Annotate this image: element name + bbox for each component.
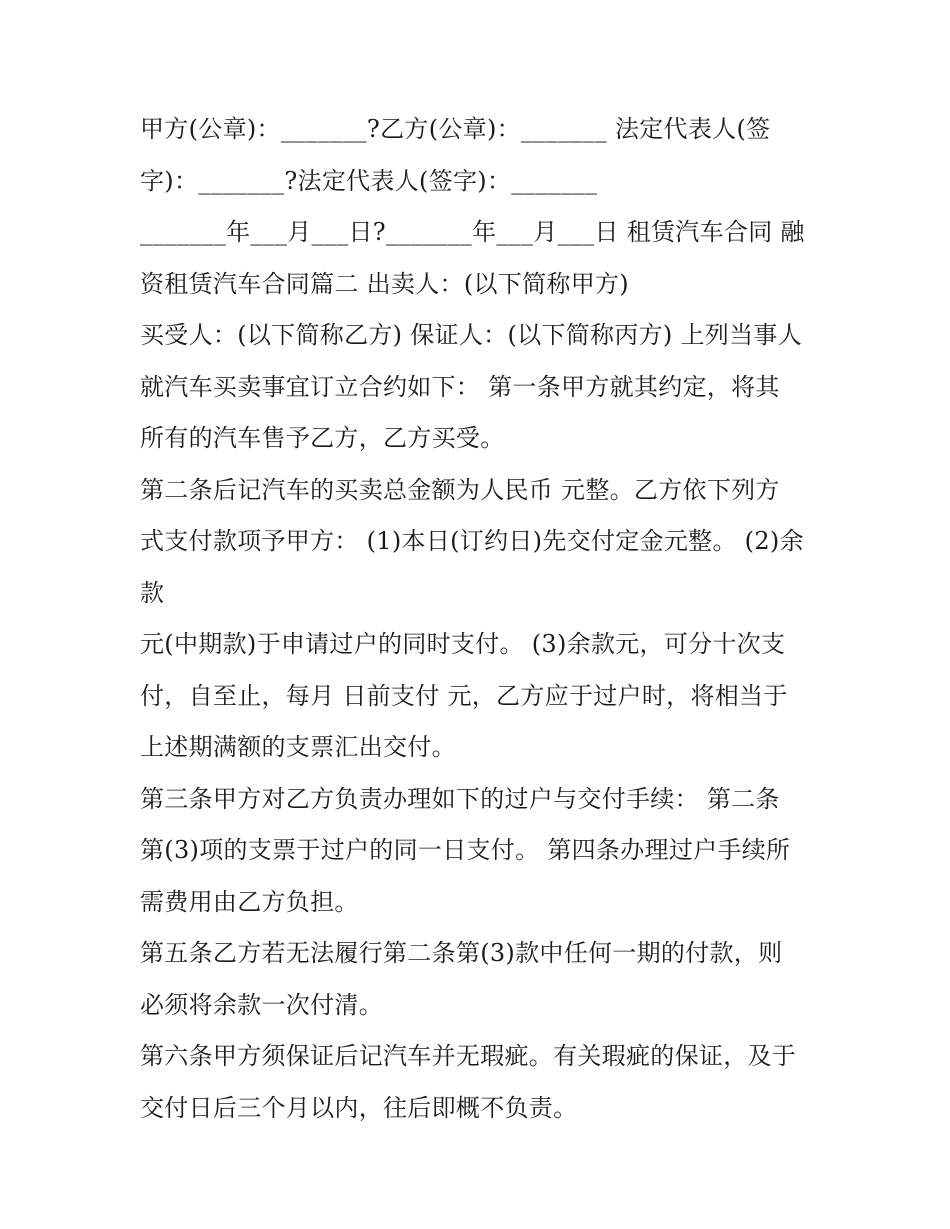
- text-line: _______年___月___日?_______年___月___日 租赁汽车合同 融: [140, 218, 805, 246]
- text-line: 元(中期款)于申请过户的同时支付。 (3)余款元，可分十次支: [140, 630, 786, 658]
- text-line: 买受人：(以下简称乙方) 保证人：(以下简称丙方) 上列当事人: [140, 321, 803, 349]
- text-line: 第三条甲方对乙方负责办理如下的过户与交付手续： 第二条: [140, 784, 780, 813]
- text-line: 必须将余款一次付清。: [140, 990, 383, 1019]
- text-line: 第五条乙方若无法履行第二条第(3)款中任何一期的付款，则: [140, 939, 783, 967]
- text-line: 需费用由乙方负担。: [140, 887, 359, 916]
- text-line: 款: [140, 578, 165, 607]
- text-line: 上述期满额的支票汇出交付。: [140, 733, 456, 761]
- text-line: 甲方(公章)：_______?乙方(公章)：_______ 法定代表人(签: [140, 115, 771, 143]
- document-body: [140, 104, 820, 1134]
- text-line: 交付日后三个月以内，往后即概不负责。: [140, 1093, 578, 1122]
- text-line: 所有的汽车售予乙方，乙方买受。: [140, 424, 505, 452]
- text-line: 第六条甲方须保证后记汽车并无瑕疵。有关瑕疵的保证，及于: [140, 1042, 797, 1070]
- text-line: 式支付款项予甲方： (1)本日(订约日)先交付定金元整。 (2)余: [140, 527, 804, 555]
- text-line: 就汽车买卖事宜订立合约如下： 第一条甲方就其约定，将其: [140, 372, 780, 401]
- text-line: 第二条后记汽车的买卖总金额为人民币 元整。乙方依下列方: [140, 475, 780, 504]
- text-line: 第(3)项的支票于过户的同一日支付。 第四条办理过户手续所: [140, 836, 791, 864]
- text-line: 字)：_______?法定代表人(签字)：_______: [140, 166, 598, 195]
- text-line: 资租赁汽车合同篇二 出卖人：(以下简称甲方): [140, 269, 629, 298]
- text-line: 付，自至止，每月 日前支付 元，乙方应于过户时，将相当于: [140, 681, 788, 710]
